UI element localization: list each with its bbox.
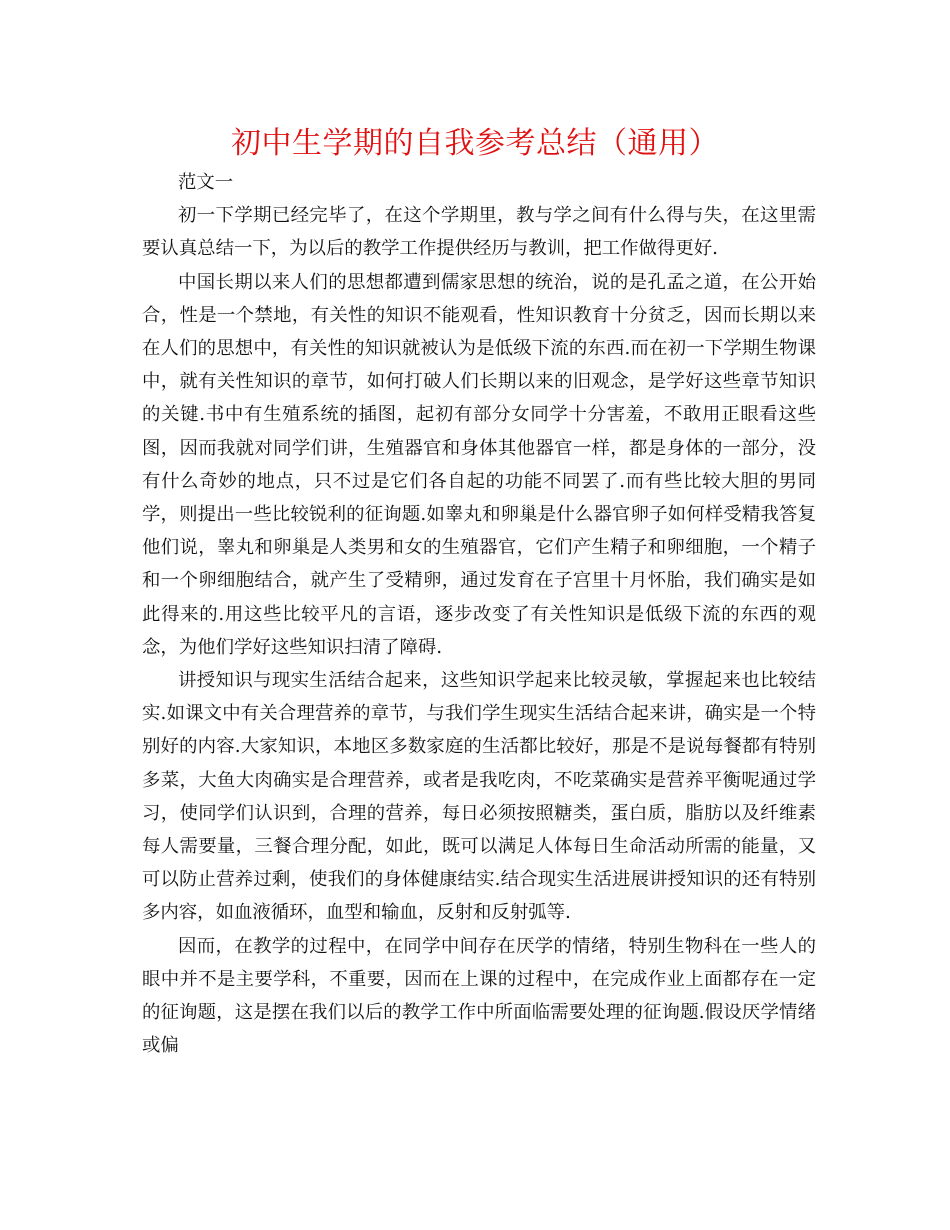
paragraph-4: 因而，在教学的过程中，在同学中间存在厌学的情绪，特别生物科在一些人的眼中并不是主要学科，不重要，因而在上课的过程中，在完成作业上面都存在一定的征询题，这是摆在我们以后的教学工作中所面临需要处理的征询题.假设厌学情绪或偏 [142,935,816,1057]
paragraph-2: 中国长期以来人们的思想都遭到儒家思想的统治，说的是孔孟之道，在公开始合，性是一个禁地，有关性的知识不能观看，性知识教育十分贫乏，因而长期以来在人们的思想中，有关性的知识就被认为是低级下流的东西.而在初一下学期生物课中，就有关性知识的章节，如何打破人们长期以来的旧观念，是学好这些章节知识的关键.书中有生殖系统的插图，起初有部分女同学十分害羞，不敢用正眼看这些图，因而我就对同学们讲，生殖器官和身体其他器官一样，都是身体的一部分，没有什么奇妙的地点，只不过是它们各自起的功能不同罢了.而有些比较大胆的男同学，则提出一些比较锐利的征询题.如睾丸和卵巢是什么器官卵子如何样受精我答复他们说，睾丸和卵巢是人类男和女的生殖器官，它们产生精子和卵细胞，一个精子和一个卵细胞结合，就产生了受精卵，通过发育在子宫里十月怀胎，我们确实是如此得来的.用这些比较平凡的言语，逐步改变了有关性知识是低级下流的东西的观念，为他们学好这些知识扫清了障碍. [142,271,816,658]
document-subtitle: 范文一 [178,172,234,193]
document-title: 初中生学期的自我参考总结（通用） [231,126,719,161]
paragraph-3: 讲授知识与现实生活结合起来，这些知识学起来比较灵敏，掌握起来也比较结实.如课文中有关合理营养的章节，与我们学生现实生活结合起来讲，确实是一个特别好的内容.大家知识，本地区多数家庭的生活都比较好，那是不是说每餐都有特别多菜，大鱼大肉确实是合理营养，或者是我吃肉，不吃菜确实是营养平衡呢通过学习，使同学们认识到，合理的营养，每日必须按照糖类，蛋白质，脂肪以及纤维素每人需要量，三餐合理分配，如此，既可以满足人体每日生命活动所需的能量，又可以防止营养过剩，使我们的身体健康结实.结合现实生活进展讲授知识的还有特别多内容，如血液循环，血型和输血，反射和反射弧等. [142,670,816,924]
document-body [142,166,816,1062]
paragraph-1: 初一下学期已经完毕了，在这个学期里，教与学之间有什么得与失，在这里需要认真总结一下，为以后的教学工作提供经历与教训，把工作做得更好. [142,205,816,260]
